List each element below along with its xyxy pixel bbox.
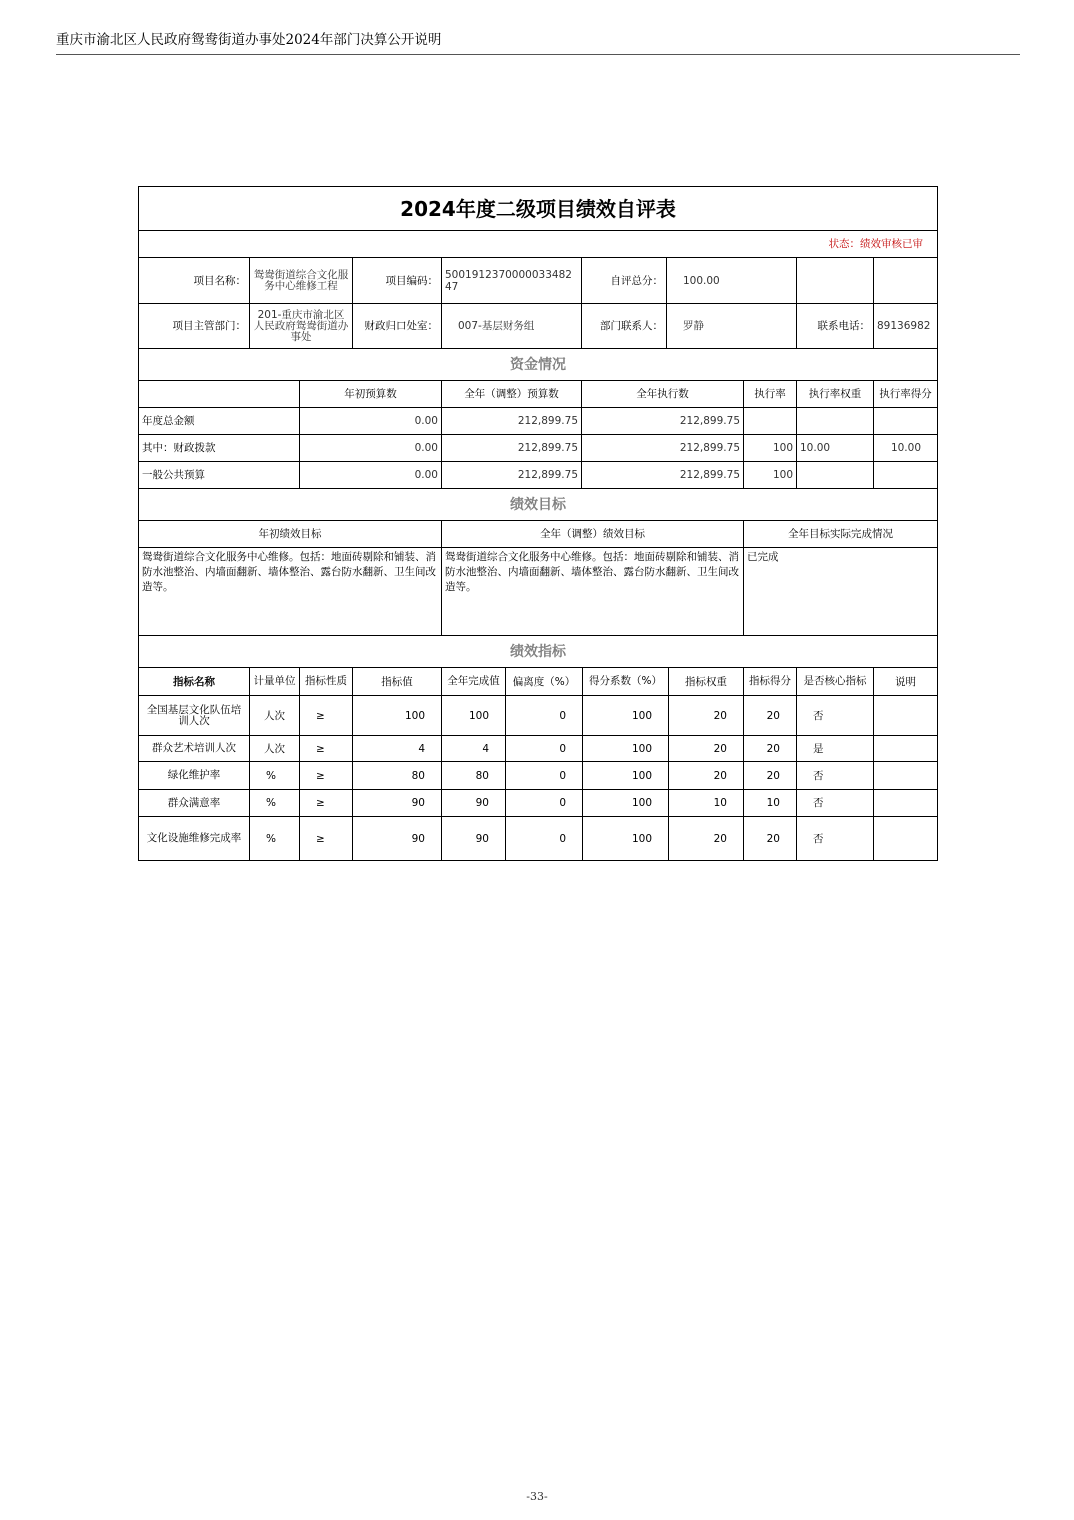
ind-row-target: 80 <box>353 762 442 790</box>
project-name-label: 项目名称： <box>139 258 250 304</box>
ind-row-score: 20 <box>744 696 797 736</box>
ind-row-score: 20 <box>744 817 797 860</box>
ind-row-nature: ≥ <box>300 736 353 762</box>
project-code-value: 500191237000003348247 <box>442 258 582 304</box>
ind-row-nature: ≥ <box>300 762 353 790</box>
funds-header-score: 执行率得分 <box>874 381 937 408</box>
funds-row-adjusted: 212,899.75 <box>442 435 582 462</box>
ind-row-coef: 100 <box>583 762 669 790</box>
funds-row-adjusted: 212,899.75 <box>442 462 582 489</box>
contact-value: 罗静 <box>667 304 797 349</box>
goals-header-actual: 全年目标实际完成情况 <box>744 521 937 548</box>
ind-row-weight: 10 <box>669 790 744 817</box>
ind-row-note <box>874 696 937 736</box>
ind-row-coef: 100 <box>583 696 669 736</box>
ind-header-name: 指标名称 <box>139 668 250 696</box>
ind-row-name: 文化设施维修完成率 <box>139 817 250 860</box>
ind-row-weight: 20 <box>669 817 744 860</box>
ind-row-nature: ≥ <box>300 790 353 817</box>
info-empty-cell <box>797 258 874 304</box>
page-number: -33- <box>526 1490 548 1503</box>
funds-row-weight <box>797 462 874 489</box>
score-label: 自评总分： <box>582 258 667 304</box>
funds-row-initial: 0.00 <box>300 435 442 462</box>
ind-row-unit: % <box>250 762 300 790</box>
funds-row-weight <box>797 408 874 435</box>
ind-header-deviation: 偏离度（%） <box>506 668 583 696</box>
funds-header-weight: 执行率权重 <box>797 381 874 408</box>
ind-row-name: 全国基层文化队伍培训人次 <box>139 696 250 736</box>
ind-header-actual: 全年完成值 <box>442 668 506 696</box>
ind-row-actual: 90 <box>442 790 506 817</box>
ind-row-unit: % <box>250 790 300 817</box>
ind-header-core: 是否核心指标 <box>797 668 874 696</box>
performance-self-evaluation-form <box>138 186 938 861</box>
ind-row-target: 90 <box>353 790 442 817</box>
ind-row-core: 否 <box>797 762 874 790</box>
finance-value: 007-基层财务组 <box>442 304 582 349</box>
funds-section-title: 资金情况 <box>139 349 937 381</box>
ind-row-score: 20 <box>744 736 797 762</box>
contact-label: 部门联系人： <box>582 304 667 349</box>
dept-value: 201-重庆市渝北区人民政府鸳鸯街道办事处 <box>250 304 353 349</box>
funds-row-score <box>874 408 937 435</box>
goals-section-title: 绩效目标 <box>139 489 937 521</box>
ind-row-note <box>874 736 937 762</box>
score-value: 100.00 <box>667 258 797 304</box>
ind-row-deviation: 0 <box>506 736 583 762</box>
finance-label: 财政归口处室： <box>353 304 442 349</box>
phone-label: 联系电话： <box>797 304 874 349</box>
goals-actual-text: 已完成 <box>744 548 937 636</box>
funds-row-label: 一般公共预算 <box>139 462 300 489</box>
goals-header-initial: 年初绩效目标 <box>139 521 442 548</box>
ind-row-weight: 20 <box>669 696 744 736</box>
funds-header-adjusted: 全年（调整）预算数 <box>442 381 582 408</box>
ind-row-note <box>874 762 937 790</box>
ind-row-actual: 90 <box>442 817 506 860</box>
funds-header-blank <box>139 381 300 408</box>
ind-header-unit: 计量单位 <box>250 668 300 696</box>
form-title: 2024年度二级项目绩效自评表 <box>139 187 937 231</box>
phone-value: 89136982 <box>874 304 937 349</box>
ind-row-core: 否 <box>797 817 874 860</box>
funds-row-executed: 212,899.75 <box>582 408 744 435</box>
funds-row-initial: 0.00 <box>300 462 442 489</box>
ind-row-name: 绿化维护率 <box>139 762 250 790</box>
ind-row-note <box>874 817 937 860</box>
goals-header-adjusted: 全年（调整）绩效目标 <box>442 521 744 548</box>
ind-row-name: 群众艺术培训人次 <box>139 736 250 762</box>
dept-label: 项目主管部门： <box>139 304 250 349</box>
ind-header-score: 指标得分 <box>744 668 797 696</box>
ind-row-coef: 100 <box>583 790 669 817</box>
ind-header-note: 说明 <box>874 668 937 696</box>
funds-row-score: 10.00 <box>874 435 937 462</box>
ind-row-weight: 20 <box>669 736 744 762</box>
funds-header-executed: 全年执行数 <box>582 381 744 408</box>
ind-row-score: 10 <box>744 790 797 817</box>
status-text: 状态：绩效审核已审 <box>139 231 937 258</box>
ind-row-deviation: 0 <box>506 790 583 817</box>
ind-row-nature: ≥ <box>300 696 353 736</box>
funds-row-rate: 100 <box>744 435 797 462</box>
funds-row-label: 年度总金额 <box>139 408 300 435</box>
ind-row-deviation: 0 <box>506 696 583 736</box>
ind-row-deviation: 0 <box>506 762 583 790</box>
ind-header-target: 指标值 <box>353 668 442 696</box>
ind-row-note <box>874 790 937 817</box>
ind-row-core: 是 <box>797 736 874 762</box>
ind-row-unit: % <box>250 817 300 860</box>
ind-row-name: 群众满意率 <box>139 790 250 817</box>
indicators-section-title: 绩效指标 <box>139 636 937 668</box>
project-name-value: 鸳鸯街道综合文化服务中心维修工程 <box>250 258 353 304</box>
page-header: 重庆市渝北区人民政府鸳鸯街道办事处2024年部门决算公开说明 <box>56 30 1020 55</box>
funds-row-label: 其中：财政拨款 <box>139 435 300 462</box>
ind-row-nature: ≥ <box>300 817 353 860</box>
funds-row-adjusted: 212,899.75 <box>442 408 582 435</box>
funds-row-executed: 212,899.75 <box>582 435 744 462</box>
project-code-label: 项目编码： <box>353 258 442 304</box>
funds-header-initial: 年初预算数 <box>300 381 442 408</box>
ind-row-coef: 100 <box>583 817 669 860</box>
ind-row-deviation: 0 <box>506 817 583 860</box>
ind-row-unit: 人次 <box>250 696 300 736</box>
goals-initial-text: 鸳鸯街道综合文化服务中心维修。包括：地面砖剔除和铺装、消防水池整治、内墙面翻新、墙体整治、露台防水翻新、卫生间改造等。 <box>139 548 442 636</box>
funds-row-executed: 212,899.75 <box>582 462 744 489</box>
funds-row-rate <box>744 408 797 435</box>
info-empty-cell <box>874 258 937 304</box>
ind-header-coef: 得分系数（%） <box>583 668 669 696</box>
ind-header-weight: 指标权重 <box>669 668 744 696</box>
funds-row-rate: 100 <box>744 462 797 489</box>
ind-row-score: 20 <box>744 762 797 790</box>
ind-row-actual: 80 <box>442 762 506 790</box>
ind-row-weight: 20 <box>669 762 744 790</box>
ind-row-coef: 100 <box>583 736 669 762</box>
funds-row-weight: 10.00 <box>797 435 874 462</box>
ind-row-unit: 人次 <box>250 736 300 762</box>
ind-row-core: 否 <box>797 790 874 817</box>
ind-header-nature: 指标性质 <box>300 668 353 696</box>
funds-row-initial: 0.00 <box>300 408 442 435</box>
ind-row-actual: 100 <box>442 696 506 736</box>
goals-adjusted-text: 鸳鸯街道综合文化服务中心维修。包括：地面砖剔除和铺装、消防水池整治、内墙面翻新、墙体整治、露台防水翻新、卫生间改造等。 <box>442 548 744 636</box>
ind-row-core: 否 <box>797 696 874 736</box>
ind-row-target: 4 <box>353 736 442 762</box>
ind-row-actual: 4 <box>442 736 506 762</box>
ind-row-target: 100 <box>353 696 442 736</box>
ind-row-target: 90 <box>353 817 442 860</box>
funds-header-rate: 执行率 <box>744 381 797 408</box>
funds-row-score <box>874 462 937 489</box>
